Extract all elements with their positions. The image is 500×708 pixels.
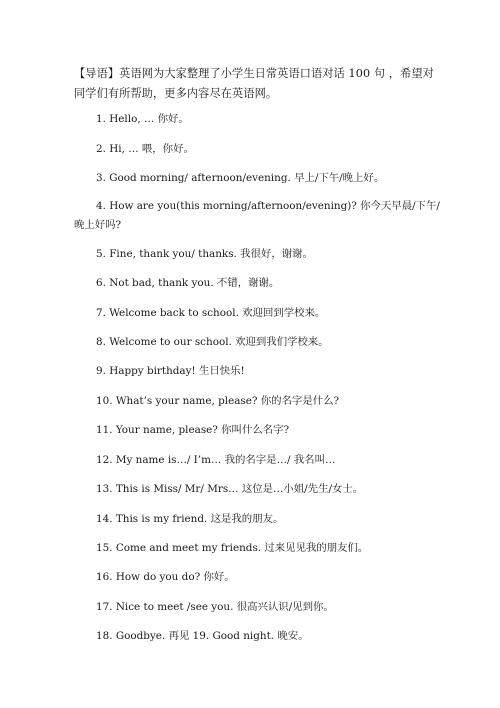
list-item: 12. My name is…/ I’m… 我的名字是…/ 我名叫… (96, 454, 336, 466)
list-item: 10. What’s your name, please? 你的名字是什么? (96, 395, 340, 407)
list-item: 6. Not bad, thank you. 不错，谢谢。 (96, 277, 280, 289)
list-item: 17. Nice to meet /see you. 很高兴认识/见到你。 (96, 601, 334, 613)
list-item: 15. Come and meet my friends. 过来见见我的朋友们。 (96, 542, 369, 554)
list-item: 1. Hello, … 你好。 (96, 113, 189, 125)
list-item: 13. This is Miss/ Mr/ Mrs… 这位是…小姐/先生/女士。 (96, 483, 364, 495)
list-item: 2. Hi, … 喂，你好。 (96, 143, 194, 155)
list-item: 14. This is my friend. 这是我的朋友。 (96, 513, 284, 525)
intro-paragraph: 【导语】英语网为大家整理了小学生日常英语口语对话 100 句 ，希望对同学们有所帮助，更多内容尽在英语网。 (74, 67, 434, 100)
list-item: 5. Fine, thank you/ thanks. 我很好，谢谢。 (96, 248, 313, 260)
list-item: 9. Happy birthday! 生日快乐! (96, 365, 245, 377)
list-item: 7. Welcome back to school. 欢迎回到学校来。 (96, 307, 326, 319)
list-item: 8. Welcome to our school. 欢迎到我们学校来。 (96, 336, 329, 348)
list-item: 4. How are you(this morning/afternoon/evening)? 你今天早晨/下午/晚上好吗? (74, 200, 440, 231)
list-item: 16. How do you do? 你好。 (96, 571, 235, 583)
list-item: 18. Goodbye. 再见 19. Good night. 晚安。 (96, 630, 309, 642)
list-item: 3. Good morning/ afternoon/evening. 早上/下午/晚上好。 (96, 172, 385, 184)
list-item: 11. Your name, please? 你叫什么名字? (96, 424, 290, 436)
